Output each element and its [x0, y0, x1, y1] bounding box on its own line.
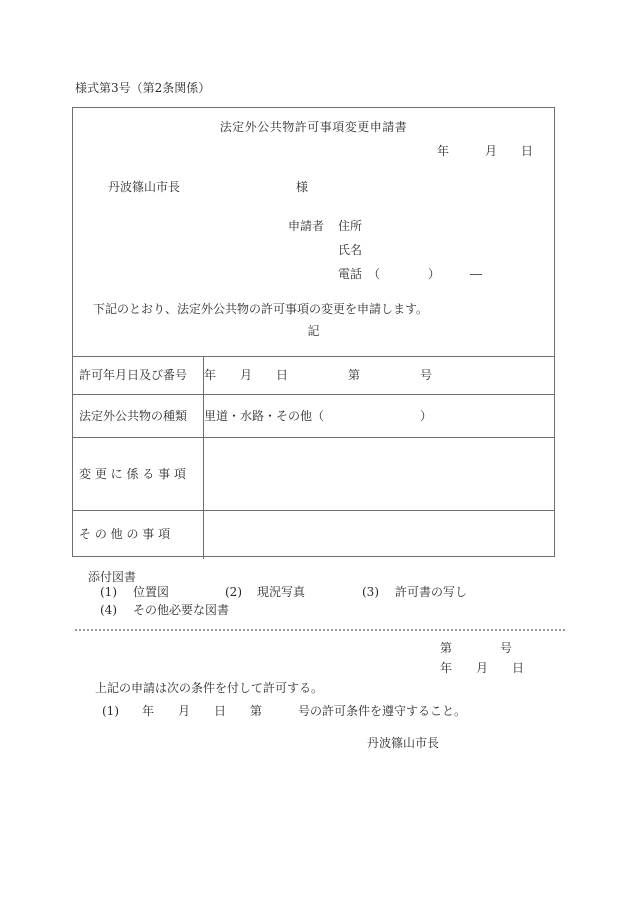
row-value-other-matters — [204, 511, 555, 559]
approval-signer: 丹波篠山市長 — [367, 736, 440, 750]
applicant-name-label: 氏名 — [338, 243, 363, 257]
table-row-other-matters — [73, 511, 554, 559]
condition-item-text: 年 月 日 第 号の許可条件を遵守すること。 — [142, 704, 467, 718]
row-value-change-matters — [204, 438, 555, 511]
attachment-item-number: (1) — [100, 585, 117, 599]
addressee-honorific: 様 — [296, 180, 309, 194]
applicant-phone-line: 電話 （ ） ― — [338, 267, 483, 281]
addressee-name: 丹波篠山市長 — [108, 180, 181, 194]
application-date-line: 年 月 日 — [437, 144, 534, 158]
row-value-property-type: 里道・水路・その他（ ） — [204, 395, 555, 438]
table-row-change-matters — [73, 438, 554, 511]
condition-item-number: (1) — [102, 704, 119, 718]
application-statement: 下記のとおり、法定外公共物の許可事項の変更を申請します。 — [93, 302, 429, 316]
table-row-permit-number — [73, 357, 554, 395]
attachment-item-label: その他必要な図書 — [133, 603, 230, 617]
change-details-table — [73, 356, 554, 559]
row-value-permit-number: 年 月 日 第 号 — [204, 357, 555, 395]
row-label-property-type: 法定外公共物の種類 — [73, 395, 204, 438]
applicant-address-label: 住所 — [338, 219, 363, 233]
table-row-property-type — [73, 395, 554, 438]
attachment-item-label: 位置図 — [133, 585, 170, 599]
cut-line-divider — [75, 629, 565, 631]
application-form-box — [72, 107, 555, 557]
attachment-item-number: (4) — [100, 603, 117, 617]
attachment-item-number: (3) — [362, 585, 379, 599]
form-number-label: 様式第3号（第2条関係） — [75, 81, 211, 95]
record-marker: 記 — [307, 324, 320, 338]
row-label-other-matters: そ の 他 の 事 項 — [73, 511, 204, 559]
permit-number-line: 第 号 — [440, 641, 513, 655]
permit-date-line: 年 月 日 — [440, 661, 525, 675]
approval-statement: 上記の申請は次の条件を付して許可する。 — [95, 681, 324, 695]
form-title: 法定外公共物許可事項変更申請書 — [219, 120, 408, 134]
attachment-item-number: (2) — [225, 585, 242, 599]
row-label-change-matters: 変 更 に 係 る 事 項 — [73, 438, 204, 511]
row-label-permit-number: 許可年月日及び番号 — [73, 357, 204, 395]
attachment-item-label: 許可書の写し — [395, 585, 468, 599]
attachment-item-label: 現況写真 — [257, 585, 306, 599]
applicant-label: 申請者 — [288, 219, 325, 233]
attachments-title: 添付図書 — [88, 570, 137, 584]
